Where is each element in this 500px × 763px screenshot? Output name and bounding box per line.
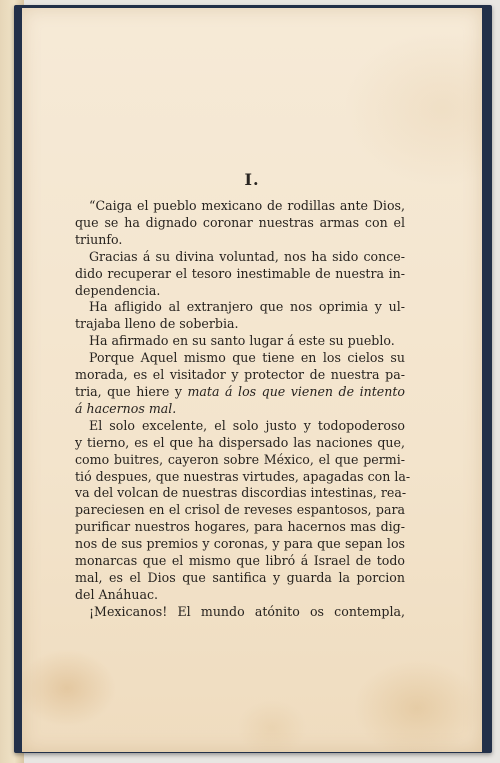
text-line-roman: y tierno, es el que ha dispersado las naciones que, (75, 434, 405, 450)
text-line (75, 485, 405, 502)
text-line-roman: El solo excelente, el solo justo y todopoderoso (89, 417, 405, 433)
text-line (75, 536, 405, 553)
text-line-roman: nos de sus premios y coronas, y para que sepan los (75, 536, 405, 552)
text-line (75, 418, 405, 435)
text-line (75, 232, 405, 249)
body-text (75, 198, 411, 621)
text-line-roman: Ha afirmado en su santo lugar á este su pueblo. (89, 333, 395, 349)
text-line (75, 553, 405, 570)
text-line (75, 519, 405, 536)
text-line (75, 587, 405, 604)
text-line (75, 266, 405, 283)
text-line-roman: monarcas que el mismo que libró á Israel de todo (75, 553, 405, 569)
text-line (75, 249, 405, 266)
text-line (75, 384, 405, 401)
text-line-roman: Porque Aquel mismo que tiene en los cielos su (89, 350, 405, 366)
text-line (75, 198, 405, 215)
text-line (75, 316, 405, 333)
text-line-roman: del Anáhuac. (75, 586, 159, 602)
text-line (75, 283, 405, 300)
text-line-roman: va del volcan de nuestras discordias intestinas, rea- (75, 485, 407, 501)
text-line (75, 215, 405, 232)
text-line-roman: purificar nuestros hogares, para hacernos mas dig- (75, 519, 405, 535)
text-line (75, 401, 405, 418)
text-line (75, 468, 411, 486)
text-line-roman: triunfo. (75, 231, 123, 247)
text-line (75, 570, 405, 587)
text-line (75, 333, 405, 350)
text-line-roman: Ha afligido al extranjero que nos oprimia y ul- (89, 299, 405, 315)
text-line-roman: ¡Mexicanos! El mundo atónito os contempla, (89, 603, 405, 619)
text-line-roman: dido recuperar el tesoro inestimable de nuestra in- (75, 265, 405, 281)
text-line-italic: mata á los que vienen de intento (187, 383, 405, 399)
text-line-roman: trajaba lleno de soberbia. (75, 316, 239, 332)
text-line (75, 452, 405, 469)
text-line-roman: como buitres, cayeron sobre México, el que permi- (75, 451, 405, 467)
page (22, 8, 482, 752)
page-heading: I. (244, 170, 260, 189)
text-line (75, 502, 405, 519)
text-line-roman: tria, que hiere y (75, 383, 188, 399)
text-line (75, 367, 405, 384)
text-line (75, 435, 405, 452)
text-line (75, 604, 405, 621)
text-line-roman: mal, es el Dios que santifica y guarda la porcion (75, 569, 405, 585)
text-line-roman: Gracias á su divina voluntad, nos ha sido conce- (89, 248, 405, 264)
text-line-roman: “Caiga el pueblo mexicano de rodillas ante Dios, (89, 198, 405, 213)
text-line (75, 350, 405, 367)
text-line-roman: morada, es el visitador y protector de nuestra pa- (75, 367, 405, 383)
text-line (75, 299, 405, 316)
text-line-italic: á hacernos mal. (75, 400, 177, 416)
text-line-roman: tió despues, que nuestras virtudes, apagadas con la- (75, 468, 411, 484)
text-line-roman: que se ha dignado coronar nuestras armas con el (75, 214, 405, 230)
text-line-roman: pareciesen en el crisol de reveses espantosos, para (75, 502, 405, 518)
text-line-roman: dependencia. (75, 282, 161, 298)
